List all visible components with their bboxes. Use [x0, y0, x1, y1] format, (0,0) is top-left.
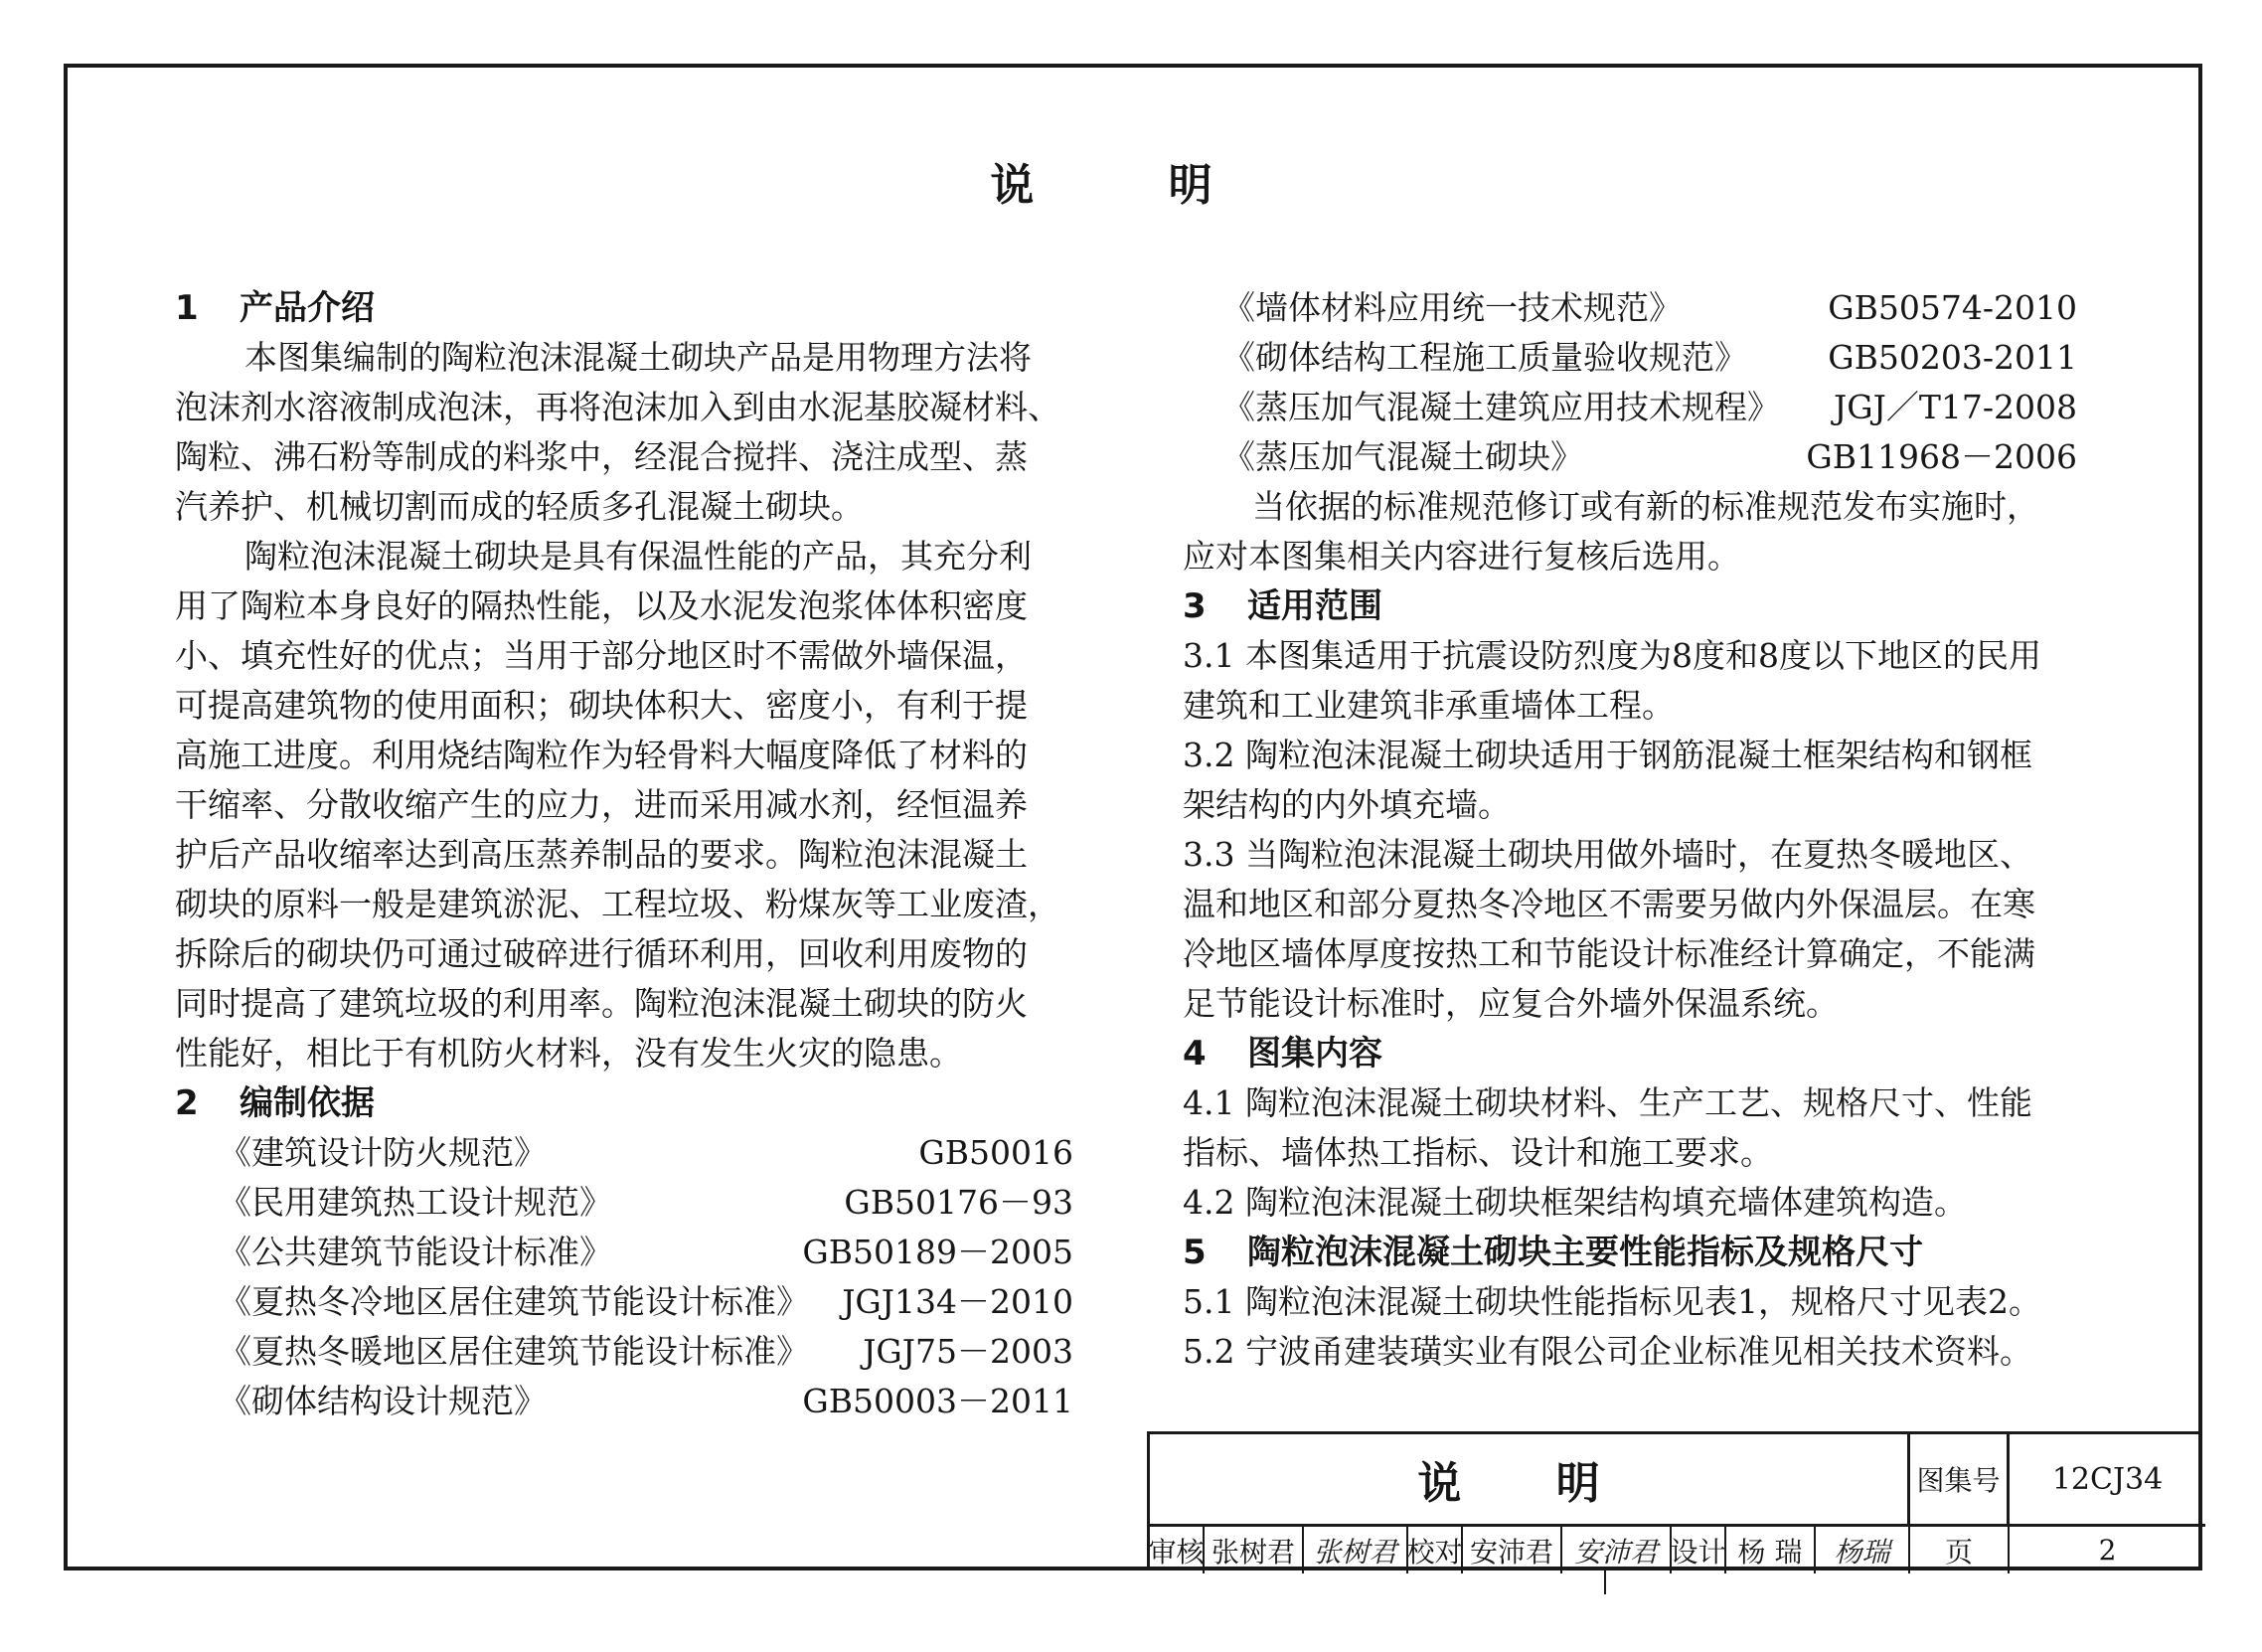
reference-row — [175, 1327, 1073, 1377]
reference-row — [175, 1178, 1073, 1228]
text-line: 指标、墙体热工指标、设计和施工要求。 — [1183, 1133, 1773, 1172]
reference-name: 《砌体结构设计规范》 — [219, 1382, 547, 1420]
text-line: 同时提高了建筑垃圾的利用率。陶粒泡沫混凝土砌块的防火 — [175, 984, 1028, 1023]
atlas-label: 图集号 — [1910, 1434, 2010, 1527]
text-line: 4.2 陶粒泡沫混凝土砌块框架结构填充墙体建筑构造。 — [1183, 1183, 1967, 1222]
reference-code: GB50574-2010 — [1828, 288, 2077, 327]
reference-name: 《建筑设计防火规范》 — [219, 1133, 547, 1172]
reference-row — [175, 1128, 1073, 1178]
reference-code: GB50016 — [918, 1133, 1073, 1172]
reference-code: GB11968－2006 — [1806, 437, 2077, 476]
text-line: 高施工进度。利用烧结陶粒作为轻骨料大幅度降低了材料的 — [175, 736, 1028, 774]
reference-row — [1183, 383, 2077, 432]
text-line: 本图集编制的陶粒泡沫混凝土砌块产品是用物理方法将 — [244, 338, 1032, 377]
text-line: 3.1 本图集适用于抗震设防烈度为8度和8度以下地区的民用 — [1183, 636, 2041, 675]
reference-code: GB50189－2005 — [802, 1233, 1073, 1271]
title-block-title: 说 明 — [1150, 1434, 1910, 1527]
right-column — [1183, 283, 2077, 1377]
reference-row — [175, 1377, 1073, 1426]
text-line: 陶粒泡沫混凝土砌块是具有保温性能的产品，其充分利 — [244, 537, 1032, 576]
checker-name: 安沛君 — [1463, 1527, 1562, 1573]
check-label: 校对 — [1408, 1527, 1463, 1573]
reference-row — [1183, 333, 2077, 383]
left-column — [175, 283, 1073, 1426]
reference-row — [175, 1277, 1073, 1327]
text-line: 护后产品收缩率达到高压蒸养制品的要求。陶粒泡沫混凝土 — [175, 835, 1028, 874]
section-heading: 4 图集内容 — [1183, 1034, 1382, 1074]
design-label: 设计 — [1672, 1527, 1726, 1573]
text-line: 干缩率、分散收缩产生的应力，进而采用减水剂，经恒温养 — [175, 785, 1028, 824]
text-line: 泡沫剂水溶液制成泡沫，再将泡沫加入到由水泥基胶凝材料、 — [175, 388, 1060, 426]
reference-name: 《民用建筑热工设计规范》 — [219, 1183, 612, 1222]
text-line: 当依据的标准规范修订或有新的标准规范发布实施时， — [1252, 487, 2039, 526]
text-line: 拆除后的砌块仍可通过破碎进行循环利用，回收利用废物的 — [175, 934, 1028, 973]
designer-signature: 杨瑞 — [1816, 1527, 1910, 1573]
reference-row — [1183, 283, 2077, 333]
reference-code: GB50203-2011 — [1828, 338, 2077, 377]
page-label: 页 — [1910, 1527, 2010, 1573]
reference-code: GB50176－93 — [844, 1183, 1073, 1222]
reference-list — [1183, 283, 2077, 482]
text-line: 陶粒、沸石粉等制成的料浆中，经混合搅拌、浇注成型、蒸 — [175, 437, 1028, 476]
text-line: 温和地区和部分夏热冬冷地区不需要另做内外保温层。在寒 — [1183, 885, 2035, 923]
page-number: 2 — [2098, 1534, 2117, 1567]
text-line: 小、填充性好的优点；当用于部分地区时不需做外墙保温， — [175, 636, 1028, 675]
text-line: 汽养护、机械切割而成的轻质多孔混凝土砌块。 — [175, 487, 864, 526]
reviewer-name: 张树君 — [1205, 1527, 1304, 1573]
note-paragraph — [1183, 482, 2077, 581]
reference-code: GB50003－2011 — [802, 1382, 1073, 1420]
signature-row — [1150, 1527, 2205, 1573]
text-line: 架结构的内外填充墙。 — [1183, 785, 1511, 824]
text-line: 性能好，相比于有机防火材料，没有发生火灾的隐患。 — [175, 1034, 962, 1073]
title-block — [1147, 1431, 2202, 1570]
text-line: 砌块的原料一般是建筑淤泥、工程垃圾、粉煤灰等工业废渣， — [175, 885, 1060, 923]
reference-code: JGJ134－2010 — [842, 1282, 1073, 1321]
reference-row — [1183, 432, 2077, 482]
reference-row — [175, 1228, 1073, 1277]
section-4-body — [1183, 1078, 2077, 1228]
designer-name: 杨 瑞 — [1726, 1527, 1816, 1573]
reference-name: 《公共建筑节能设计标准》 — [219, 1233, 612, 1271]
reference-name: 《砌体结构工程施工质量验收规范》 — [1222, 338, 1747, 377]
text-line: 足节能设计标准时，应复合外墙外保温系统。 — [1183, 984, 1839, 1023]
section-5-body — [1183, 1277, 2077, 1377]
section-heading: 1 产品介绍 — [175, 288, 375, 328]
text-line: 应对本图集相关内容进行复核后选用。 — [1183, 537, 1740, 576]
intro-paragraph-1 — [175, 333, 1069, 532]
text-line: 3.3 当陶粒泡沫混凝土砌块用做外墙时，在夏热冬暖地区、 — [1183, 835, 2032, 874]
edge-mark — [1604, 1570, 1606, 1594]
text-line: 用了陶粒本身良好的隔热性能，以及水泥发泡浆体体积密度 — [175, 586, 1028, 625]
reference-name: 《蒸压加气混凝土砌块》 — [1222, 437, 1583, 476]
checker-signature: 安沛君 — [1562, 1527, 1672, 1573]
text-line: 可提高建筑物的使用面积；砌块体积大、密度小，有利于提 — [175, 686, 1028, 725]
text-line: 5.1 陶粒泡沫混凝土砌块性能指标见表1，规格尺寸见表2。 — [1183, 1282, 2041, 1321]
reviewer-signature: 张树君 — [1304, 1527, 1408, 1573]
text-line: 4.1 陶粒泡沫混凝土砌块材料、生产工艺、规格尺寸、性能 — [1183, 1083, 2032, 1122]
reference-code: JGJ75－2003 — [863, 1332, 1073, 1371]
reference-name: 《蒸压加气混凝土建筑应用技术规程》 — [1222, 388, 1780, 426]
text-line: 3.2 陶粒泡沫混凝土砌块适用于钢筋混凝土框架结构和钢框 — [1183, 736, 2032, 774]
section-heading: 3 适用范围 — [1183, 586, 1382, 626]
page-title: 说 明 — [990, 160, 1272, 211]
section-heading: 5 陶粒泡沫混凝土砌块主要性能指标及规格尺寸 — [1183, 1233, 1923, 1272]
reference-code: JGJ／T17-2008 — [1834, 388, 2077, 426]
section-3-body — [1183, 631, 2077, 1029]
text-line: 5.2 宁波甬建装璜实业有限公司企业标准见相关技术资料。 — [1183, 1332, 2032, 1371]
section-heading: 2 编制依据 — [175, 1083, 375, 1123]
text-line: 冷地区墙体厚度按热工和节能设计标准经计算确定，不能满 — [1183, 934, 2035, 973]
reference-list — [175, 1128, 1073, 1426]
text-line: 建筑和工业建筑非承重墙体工程。 — [1183, 686, 1675, 725]
review-label: 审核 — [1150, 1527, 1205, 1573]
atlas-number: 12CJ34 — [2010, 1434, 2205, 1527]
reference-name: 《夏热冬冷地区居住建筑节能设计标准》 — [219, 1282, 809, 1321]
intro-paragraph-2 — [175, 532, 1069, 1078]
reference-name: 《墙体材料应用统一技术规范》 — [1222, 288, 1682, 327]
reference-name: 《夏热冬暖地区居住建筑节能设计标准》 — [219, 1332, 809, 1371]
